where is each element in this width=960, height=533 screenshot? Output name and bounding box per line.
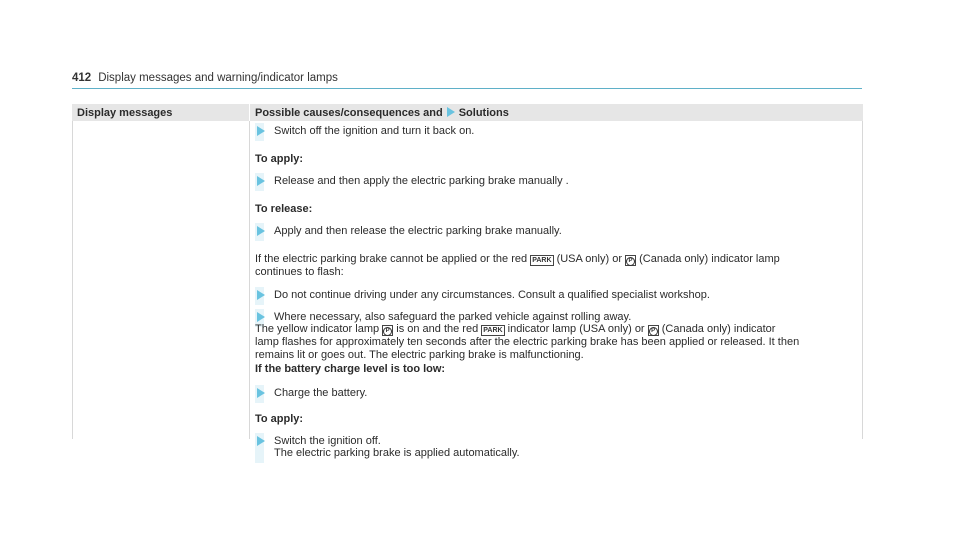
step-arrow-icon: [257, 290, 265, 300]
text-fragment: (Canada only) indicator: [661, 323, 776, 335]
step-arrow-icon: [257, 226, 265, 236]
step-arrow-icon: [257, 176, 265, 186]
paragraph-1-line-2: continues to flash:: [255, 266, 344, 278]
col-header-causes-solutions: [255, 107, 509, 119]
apply-label: To apply:: [255, 153, 304, 165]
step-arrow-icon: [257, 312, 265, 322]
step-text: Release and then apply the electric parking brake manually .: [274, 175, 569, 187]
col-header-display-messages: Display messages: [77, 107, 173, 119]
arrow-icon: [447, 107, 455, 117]
page-header: [72, 72, 338, 84]
release-label: To release:: [255, 203, 313, 215]
park-lamp-icon: PARK: [532, 257, 552, 264]
col-header-solutions: Solutions: [458, 107, 509, 119]
text-fragment: (Canada only) indicator lamp: [639, 253, 780, 265]
column-line-middle: [249, 121, 250, 439]
step-arrow-icon: [257, 436, 265, 446]
p-circle-lamp-icon: [648, 325, 659, 336]
step-text-2: The electric parking brake is applied automatically.: [274, 447, 520, 459]
col-header-causes: Possible causes/consequences and: [255, 107, 443, 119]
step-text: Charge the battery.: [274, 387, 368, 399]
step-text: Switch off the ignition and turn it back on.: [274, 125, 475, 137]
step-arrow-icon: [257, 126, 265, 136]
text-fragment: is on and the red: [396, 323, 479, 335]
paragraph-2-line-1: [255, 323, 775, 336]
text-fragment: The yellow indicator lamp: [255, 323, 380, 335]
header-separator: [249, 104, 250, 121]
step-text: Apply and then release the electric parking brake manually.: [274, 225, 562, 237]
step-text: Do not continue driving under any circumstances. Consult a qualified specialist workshop.: [274, 289, 710, 301]
paragraph-2-line-3: remains lit or goes out. The electric parking brake is malfunctioning.: [255, 349, 584, 361]
paragraph-2-line-2: lamp flashes for approximately ten seconds after the electric parking brake has been applied or released. It then: [255, 336, 800, 348]
header-rule: [72, 88, 862, 89]
p-circle-lamp-icon: [382, 325, 393, 336]
column-line-left: [72, 121, 73, 439]
column-line-right: [862, 121, 863, 439]
text-fragment: If the electric parking brake cannot be applied or the red: [255, 253, 528, 265]
battery-heading: If the battery charge level is too low:: [255, 363, 446, 375]
paragraph-1-line-1: [255, 253, 780, 266]
step-text: Switch the ignition off.: [274, 435, 381, 447]
p-circle-letter: P: [649, 327, 658, 336]
page-title: Display messages and warning/indicator lamps: [98, 72, 338, 84]
page-number: 412: [72, 72, 92, 84]
text-fragment: indicator lamp (USA only) or: [507, 323, 645, 335]
p-circle-letter: P: [626, 257, 635, 266]
step-arrow-icon: [257, 388, 265, 398]
p-circle-letter: P: [383, 327, 392, 336]
text-fragment: (USA only) or: [556, 253, 622, 265]
apply-label-2: To apply:: [255, 413, 304, 425]
step-text: Where necessary, also safeguard the parked vehicle against rolling away.: [274, 311, 632, 323]
p-circle-lamp-icon: [625, 255, 636, 266]
messages-table: [72, 104, 863, 459]
park-lamp-icon: PARK: [483, 327, 503, 334]
